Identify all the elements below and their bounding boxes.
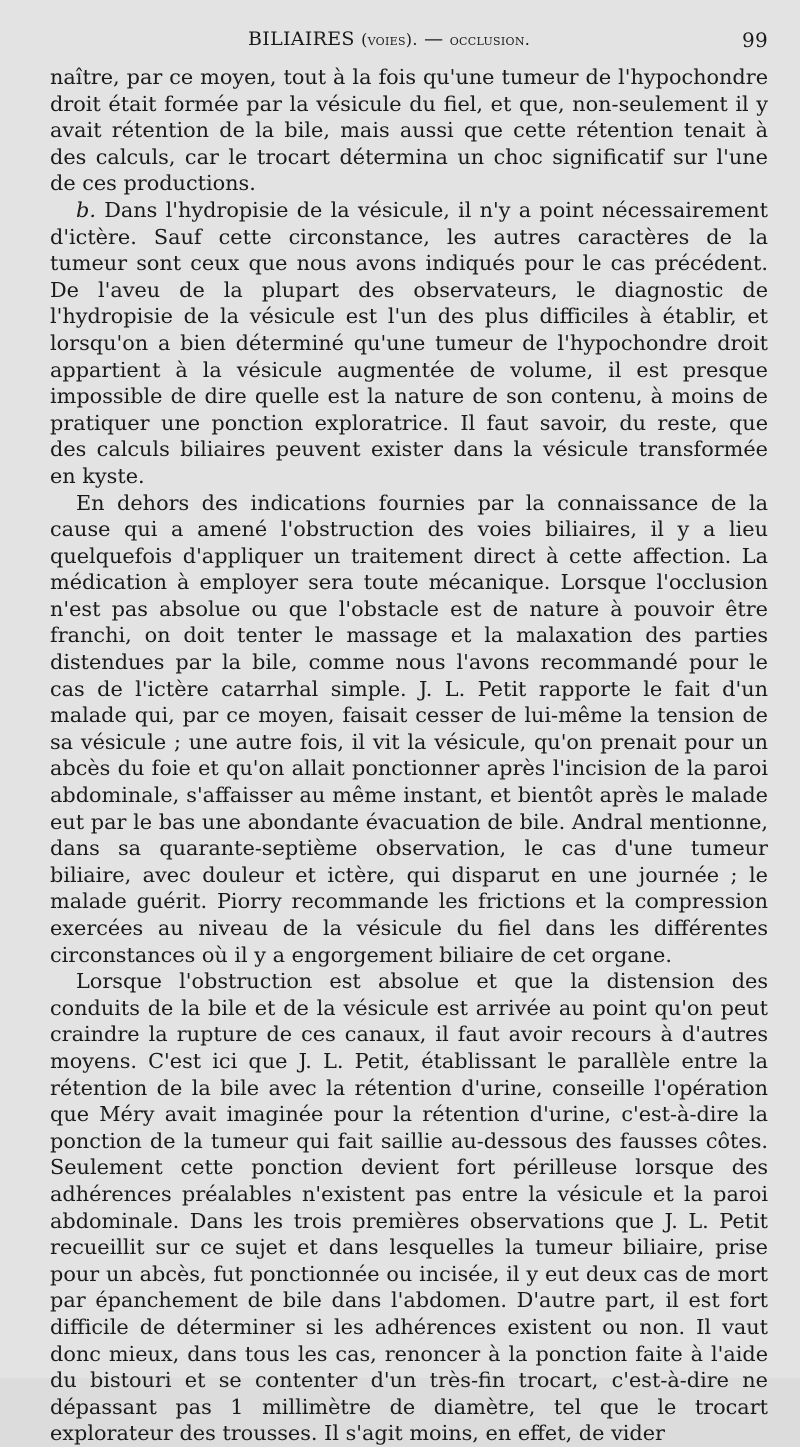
page-body	[50, 64, 768, 1447]
running-title-sub: occlusion.	[449, 30, 531, 49]
page-number: 99	[741, 28, 768, 52]
running-title-paren: (voies).	[361, 30, 418, 49]
running-title-main: BILIAIRES	[248, 28, 355, 50]
paragraph-label: b.	[76, 197, 96, 222]
paragraph-continuation: naître, par ce moyen, tout à la fois qu'une tumeur de l'hypochondre droit était formée par la vésicule du fiel, et que, non-seulement il y avait rétention de la bile, mais aussi que cette rétention tenait à des calculs, car le trocart détermina un choc significatif sur l'une de ces productions.	[50, 65, 768, 196]
running-title-dash: —	[424, 28, 444, 50]
paragraph-ponction: Lorsque l'obstruction est absolue et que la distension des conduits de la bile et de la vésicule est arrivée au point qu'on peut craindre la rupture de ces canaux, il faut avoir recours à d'autres moyens. C'est ici que J. L. Petit, établissant le parallèle entre la rétention de la bile avec la rétention d'urine, conseille l'opération que Méry avait imaginée pour la rétention d'urine, c'est-à-dire la ponction de la tumeur qui fait saillie au-dessous des fausses côtes. Seulement cette ponction devient fort périlleuse lorsque des adhérences préalables n'existent pas entre la vésicule et la paroi abdominale. Dans les trois premières observations que J. L. Petit recueillit sur ce sujet et dans lesquelles la tumeur biliaire, prise pour un abcès, fut ponctionnée ou incisée, il y eut deux cas de mort par épanchement de bile dans l'abdomen. D'autre part, il est fort difficile de déterminer si les adhérences existent ou non. Il vaut donc mieux, dans tous les cas, renoncer à la ponction faite à l'aide du bistouri et se contenter d'un très-fin trocart, c'est-à-dire ne dépassant pas 1 millimètre de diamètre, tel que le trocart explorateur des trousses. Il s'agit moins, en effet, de vider	[50, 969, 768, 1446]
running-title	[248, 28, 530, 50]
running-header	[50, 26, 768, 56]
paragraph-text: Dans l'hydropisie de la vésicule, il n'y a point nécessairement d'ictère. Sauf cette circonstance, les autres caractères de la tumeur sont ceux que nous avons indiqués pour le cas précédent. De l'aveu de la plupart des observateurs, le diagnostic de l'hydropisie de la vésicule est l'un des plus difficiles à établir, et lorsqu'on a bien déterminé qu'une tumeur de l'hypochondre droit appartient à la vésicule augmentée de volume, il est presque impossible de dire quelle est la nature de son contenu, à moins de pratiquer une ponction exploratrice. Il faut savoir, du reste, que des calculs biliaires peuvent exister dans la vésicule transformée en kyste.	[50, 197, 768, 488]
paragraph-hydropisie	[50, 197, 768, 490]
paragraph-traitement: En dehors des indications fournies par la connaissance de la cause qui a amené l'obstruction des voies biliaires, il y a lieu quelquefois d'appliquer un traitement direct à cette affection. La médication à employer sera toute mécanique. Lorsque l'occlusion n'est pas absolue ou que l'obstacle est de nature à pouvoir être franchi, on doit tenter le massage et la malaxation des parties distendues par la bile, comme nous l'avons recommandé pour le cas de l'ictère catarrhal simple. J. L. Petit rapporte le fait d'un malade qui, par ce moyen, faisait cesser de lui-même la tension de sa vésicule ; une autre fois, il vit la vésicule, qu'on prenait pour un abcès du foie et qu'on allait ponctionner après l'incision de la paroi abdominale, s'affaisser au même instant, et bientôt après le malade eut par le bas une abondante évacuation de bile. Andral mentionne, dans sa quarante-septième observation, le cas d'une tumeur biliaire, avec douleur et ictère, qui disparut en une journée ; le malade guérit. Piorry recommande les frictions et la compression exercées au niveau de la vésicule du fiel dans les différentes circonstances où il y a engorgement biliaire de cet organe.	[50, 490, 768, 967]
